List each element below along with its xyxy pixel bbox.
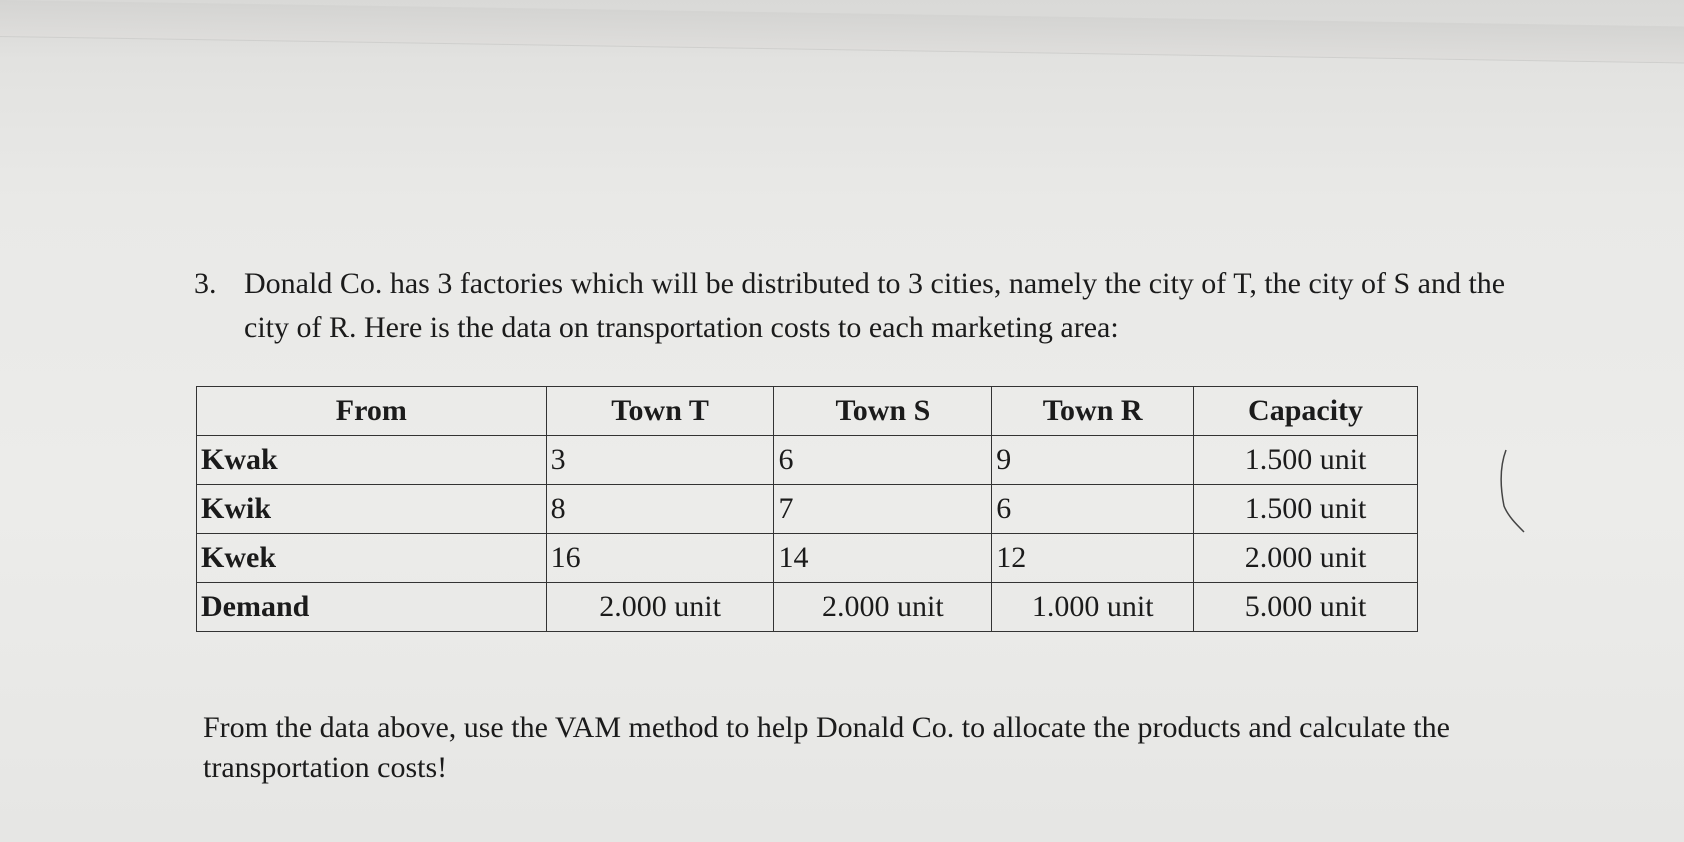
- demand-town-s: 2.000 unit: [774, 583, 992, 632]
- row-label-kwik: Kwik: [197, 485, 547, 534]
- header-capacity: Capacity: [1194, 387, 1418, 436]
- header-town-t: Town T: [546, 387, 774, 436]
- demand-town-t: 2.000 unit: [546, 583, 774, 632]
- table-row: [197, 534, 1418, 583]
- demand-town-r: 1.000 unit: [992, 583, 1194, 632]
- pen-mark: [1498, 446, 1528, 536]
- question-number: 3.: [194, 267, 217, 300]
- table-header-row: [197, 387, 1418, 436]
- capacity-kwek: 2.000 unit: [1194, 534, 1418, 583]
- row-label-kwak: Kwak: [197, 436, 547, 485]
- transportation-cost-table: [196, 386, 1418, 632]
- demand-total: 5.000 unit: [1194, 583, 1418, 632]
- cost-kwak-town-r: 9: [992, 436, 1194, 485]
- row-label-demand: Demand: [197, 583, 547, 632]
- header-from: From: [197, 387, 547, 436]
- question-text: Donald Co. has 3 factories which will be distributed to 3 cities, namely the city of T, the city of S and the city of R. Here is the data on transportation costs to each marketing area:: [244, 267, 1506, 344]
- table-row: [197, 485, 1418, 534]
- row-label-kwek: Kwek: [197, 534, 547, 583]
- capacity-kwak: 1.500 unit: [1194, 436, 1418, 485]
- cost-kwek-town-r: 12: [992, 534, 1194, 583]
- cost-kwek-town-t: 16: [546, 534, 774, 583]
- header-town-r: Town R: [992, 387, 1194, 436]
- demand-row: [197, 583, 1418, 632]
- header-town-s: Town S: [774, 387, 992, 436]
- cost-kwek-town-s: 14: [774, 534, 992, 583]
- cost-kwak-town-s: 6: [774, 436, 992, 485]
- cost-kwak-town-t: 3: [546, 436, 774, 485]
- cost-kwik-town-s: 7: [774, 485, 992, 534]
- cost-kwik-town-t: 8: [546, 485, 774, 534]
- table-row: [197, 436, 1418, 485]
- cost-kwik-town-r: 6: [992, 485, 1194, 534]
- capacity-kwik: 1.500 unit: [1194, 485, 1418, 534]
- instruction-text: From the data above, use the VAM method to help Donald Co. to allocate the products and calculate the transportation costs!: [203, 711, 1450, 784]
